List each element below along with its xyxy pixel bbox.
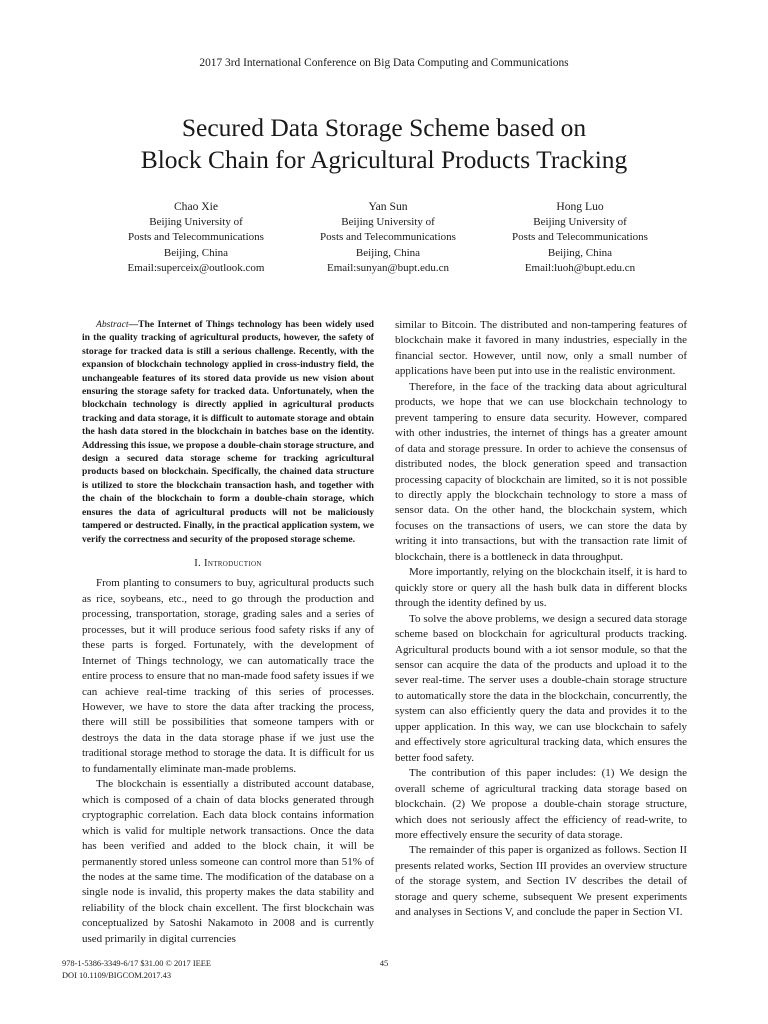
author-name: Chao Xie xyxy=(173,200,219,213)
footer-info xyxy=(62,958,211,982)
paragraph: The contribution of this paper includes: (1) We design the overall scheme of agricultural tracking data storage based on blockchain. (2) We propose a double-chain storage structure, which does not seriously affect the efficiency of read-write, to more effectively ensure the security of data storage. xyxy=(395,767,687,841)
section-number: I. xyxy=(194,557,202,569)
author-location: Beijing, China xyxy=(355,246,421,259)
author-affiliation: Beijing University of xyxy=(149,215,243,228)
author-email: Email:luoh@bupt.edu.cn xyxy=(524,262,636,275)
author-affiliation: Posts and Telecommunications xyxy=(320,231,456,244)
paragraph: From planting to consumers to buy, agricultural products such as rice, soybeans, etc., need to go through the production and processing, transportation, storage, grading sales and a series of processes, but it will produce serious food safety risks if any of these parts is forged. Fortunately, with the development of Internet of Things technology, we can automatically trace the entire process to ensure that no man-made food safety issues if we can achieve real-time tracking of this series of processes. However, we have to store the data after tracking the process, there will still be possibilities that someone tampers with or destroys the data in the data storage phase if we just use the traditional storage method to storage the data. It is difficult for us to fundamentally eliminate man-made problems. xyxy=(82,577,374,775)
paper-title xyxy=(0,112,768,176)
paragraph-continued: similar to Bitcoin. The distributed and non-tampering features of blockchain make it favored in many industries, especially in the financial sector. However, until now, only a small number of applications have been put into use in the realistic environment. xyxy=(395,319,687,378)
page-number: 45 xyxy=(379,958,389,968)
author-affiliation: Beijing University of xyxy=(533,215,627,228)
author-affiliation: Posts and Telecommunications xyxy=(128,231,264,244)
author-email: Email:sunyan@bupt.edu.cn xyxy=(327,262,449,275)
section-title: Introduction xyxy=(204,557,262,569)
abstract xyxy=(82,318,374,546)
author-location: Beijing, China xyxy=(547,246,613,259)
author-name: Yan Sun xyxy=(368,200,408,213)
paragraph: The remainder of this paper is organized as follows. Section II presents related works, Section III provides an overview structure of the storage system, and Section IV describes the detail of storage and query scheme, subsequent We present experiments and analyses in Sections V, and conclude the paper in Section VI. xyxy=(395,844,687,919)
section-heading-introduction xyxy=(82,556,374,571)
isbn-line: 978-1-5386-3349-6/17 $31.00 © 2017 IEEE xyxy=(62,959,211,968)
right-column xyxy=(395,318,687,921)
paragraph: More importantly, relying on the blockchain itself, it is hard to quickly store or query all the hash bulk data in different blocks through the identity defined by us. xyxy=(395,566,687,610)
paragraph: To solve the above problems, we design a secured data storage scheme based on blockchain for agricultural products tracking. Agricultural products bound with a iot sensor module, so that the sensor can acquire the data of the products and upload it to the sever real-time. The server uses a double-chain storage structure to automatically store the data in the blockchain, concurrently, the system can also efficiently query the data and provides it to the upper application. In this way, we can use blockchain to safely and effectively store agricultural tracking data, which ensures the better food safety. xyxy=(395,612,687,764)
author-3 xyxy=(484,199,676,277)
author-email: Email:superceix@outlook.com xyxy=(127,262,265,275)
paragraph: The blockchain is essentially a distributed account database, which is composed of a chain of data blocks generated through cryptographic correlation. Each data block contains information which is valid for multiple network transactions. Once the data has been verified and added to the block chain, it will be permanently stored unless someone can control more than 51% of the nodes at the same time. The modification of the database on a single node is invalid, this property makes the data stability and reliability of the block chain excellent. The first blockchain was conceptualized by Satoshi Nakamoto in 2008 and is currently used primarily in digital currencies xyxy=(82,778,374,945)
doi-line: DOI 10.1109/BIGCOM.2017.43 xyxy=(62,971,172,980)
paragraph: Therefore, in the face of the tracking data about agricultural products, we hope that we can use blockchain technology to prevent tampering to ensure data security. However, compared with other industries, the internet of things has a greater amount of data and storage pressure. In order to achieve the consensus of distributed nodes, the block generation speed and transaction processing capacity of blockchain are limited, so it is not possible to directly apply the blockchain technology to store a mass of sensor data. On the other hand, the blockchain system, which focuses on the transactions of users, we can store the data by writing it into transactions, but with the transaction rate limit of blockchain, there is a bottleneck in data throughput. xyxy=(395,380,687,563)
title-line-1: Secured Data Storage Scheme based on xyxy=(181,113,587,142)
author-affiliation: Beijing University of xyxy=(341,215,435,228)
author-2 xyxy=(292,199,484,277)
author-name: Hong Luo xyxy=(556,200,604,213)
title-line-2: Block Chain for Agricultural Products Tracking xyxy=(140,145,628,174)
author-1 xyxy=(100,199,292,277)
author-location: Beijing, China xyxy=(163,246,229,259)
abstract-text: —The Internet of Things technology has been widely used in the quality tracking of agricultural products, however, the safety of storage for tracked data is still a serious challenge. Recently, with the expansion of blockchain technology applied in cross-industry field, the unchangeable features of its stored data provide us new vision about ensuring the storage safety for tracked data. Unfortunately, when the blockchain technology is directly applied in agricultural products tracking and data storage, it is difficult to automate storage and obtain the hash data stored in the blockchain in batches base on the identity. Addressing this issue, we propose a double-chain storage structure, and design a secured data storage scheme for tracking agricultural products based on blockchain. Specifically, the chained data structure is utilized to store the blockchain transaction hash, and together with the chain of the blockchain to form a double-chain storage, which ensures the data of agricultural products will not be maliciously tampered or destructed. Finally, in the practical application system, we verify the correctness and security of the proposed storage scheme. xyxy=(82,319,374,545)
conference-header: 2017 3rd International Conference on Big Data Computing and Communications xyxy=(199,57,569,69)
left-column xyxy=(82,318,374,947)
author-affiliation: Posts and Telecommunications xyxy=(512,231,648,244)
abstract-label: Abstract xyxy=(96,319,129,330)
